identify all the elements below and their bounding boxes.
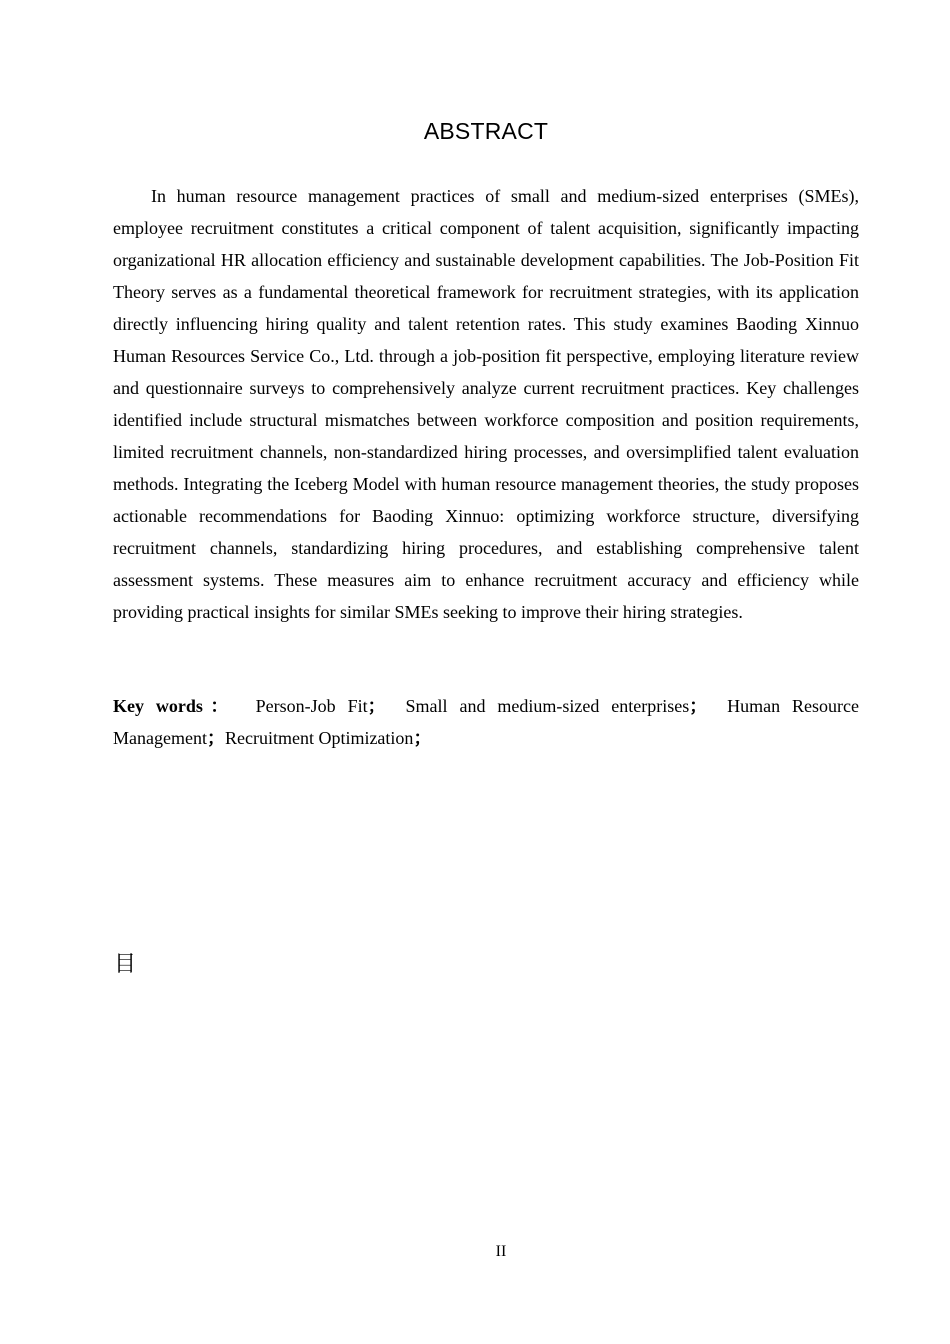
table-of-contents-heading: 目 xyxy=(114,952,137,977)
keyword-separator: ； xyxy=(367,696,386,716)
abstract-title: ABSTRACT xyxy=(423,118,549,144)
keyword-item: Small and medium-sized enterprises xyxy=(405,696,690,716)
page-number: II xyxy=(495,1243,507,1260)
keyword-separator: ； xyxy=(206,728,225,748)
keyword-item: Person-Job Fit xyxy=(255,696,368,716)
keyword-item: Human Resource Management xyxy=(113,696,860,748)
keyword-item: Recruitment Optimization xyxy=(224,728,414,748)
keywords-line xyxy=(113,690,859,754)
keyword-separator: ； xyxy=(689,696,708,716)
abstract-body: In human resource management practices of small and medium-sized enterprises (SMEs), employee recruitment constitutes a critical component of talent acquisition, significantly impacting organizational HR allocation efficiency and sustainable development capabilities. The Job-Position Fit Theory serves as a fundamental theoretical framework for recruitment strategies, with its application directly influencing hiring quality and talent retention rates. This study examines Baoding Xinnuo Human Resources Service Co., Ltd. through a job-position fit perspective, employing literature review and questionnaire surveys to comprehensively analyze current recruitment practices. Key challenges identified include structural mismatches between workforce composition and position requirements, limited recruitment channels, non-standardized hiring processes, and oversimplified talent evaluation methods. Integrating the Iceberg Model with human resource management theories, the study proposes actionable recommendations for Baoding Xinnuo: optimizing workforce structure, diversifying recruitment channels, standardizing hiring procedures, and establishing comprehensive talent assessment systems. These measures aim to enhance recruitment accuracy and efficiency while providing practical insights for similar SMEs seeking to improve their hiring strategies. xyxy=(113,186,859,622)
keywords-label: Key words： xyxy=(113,696,236,716)
keyword-separator: ； xyxy=(413,728,432,748)
